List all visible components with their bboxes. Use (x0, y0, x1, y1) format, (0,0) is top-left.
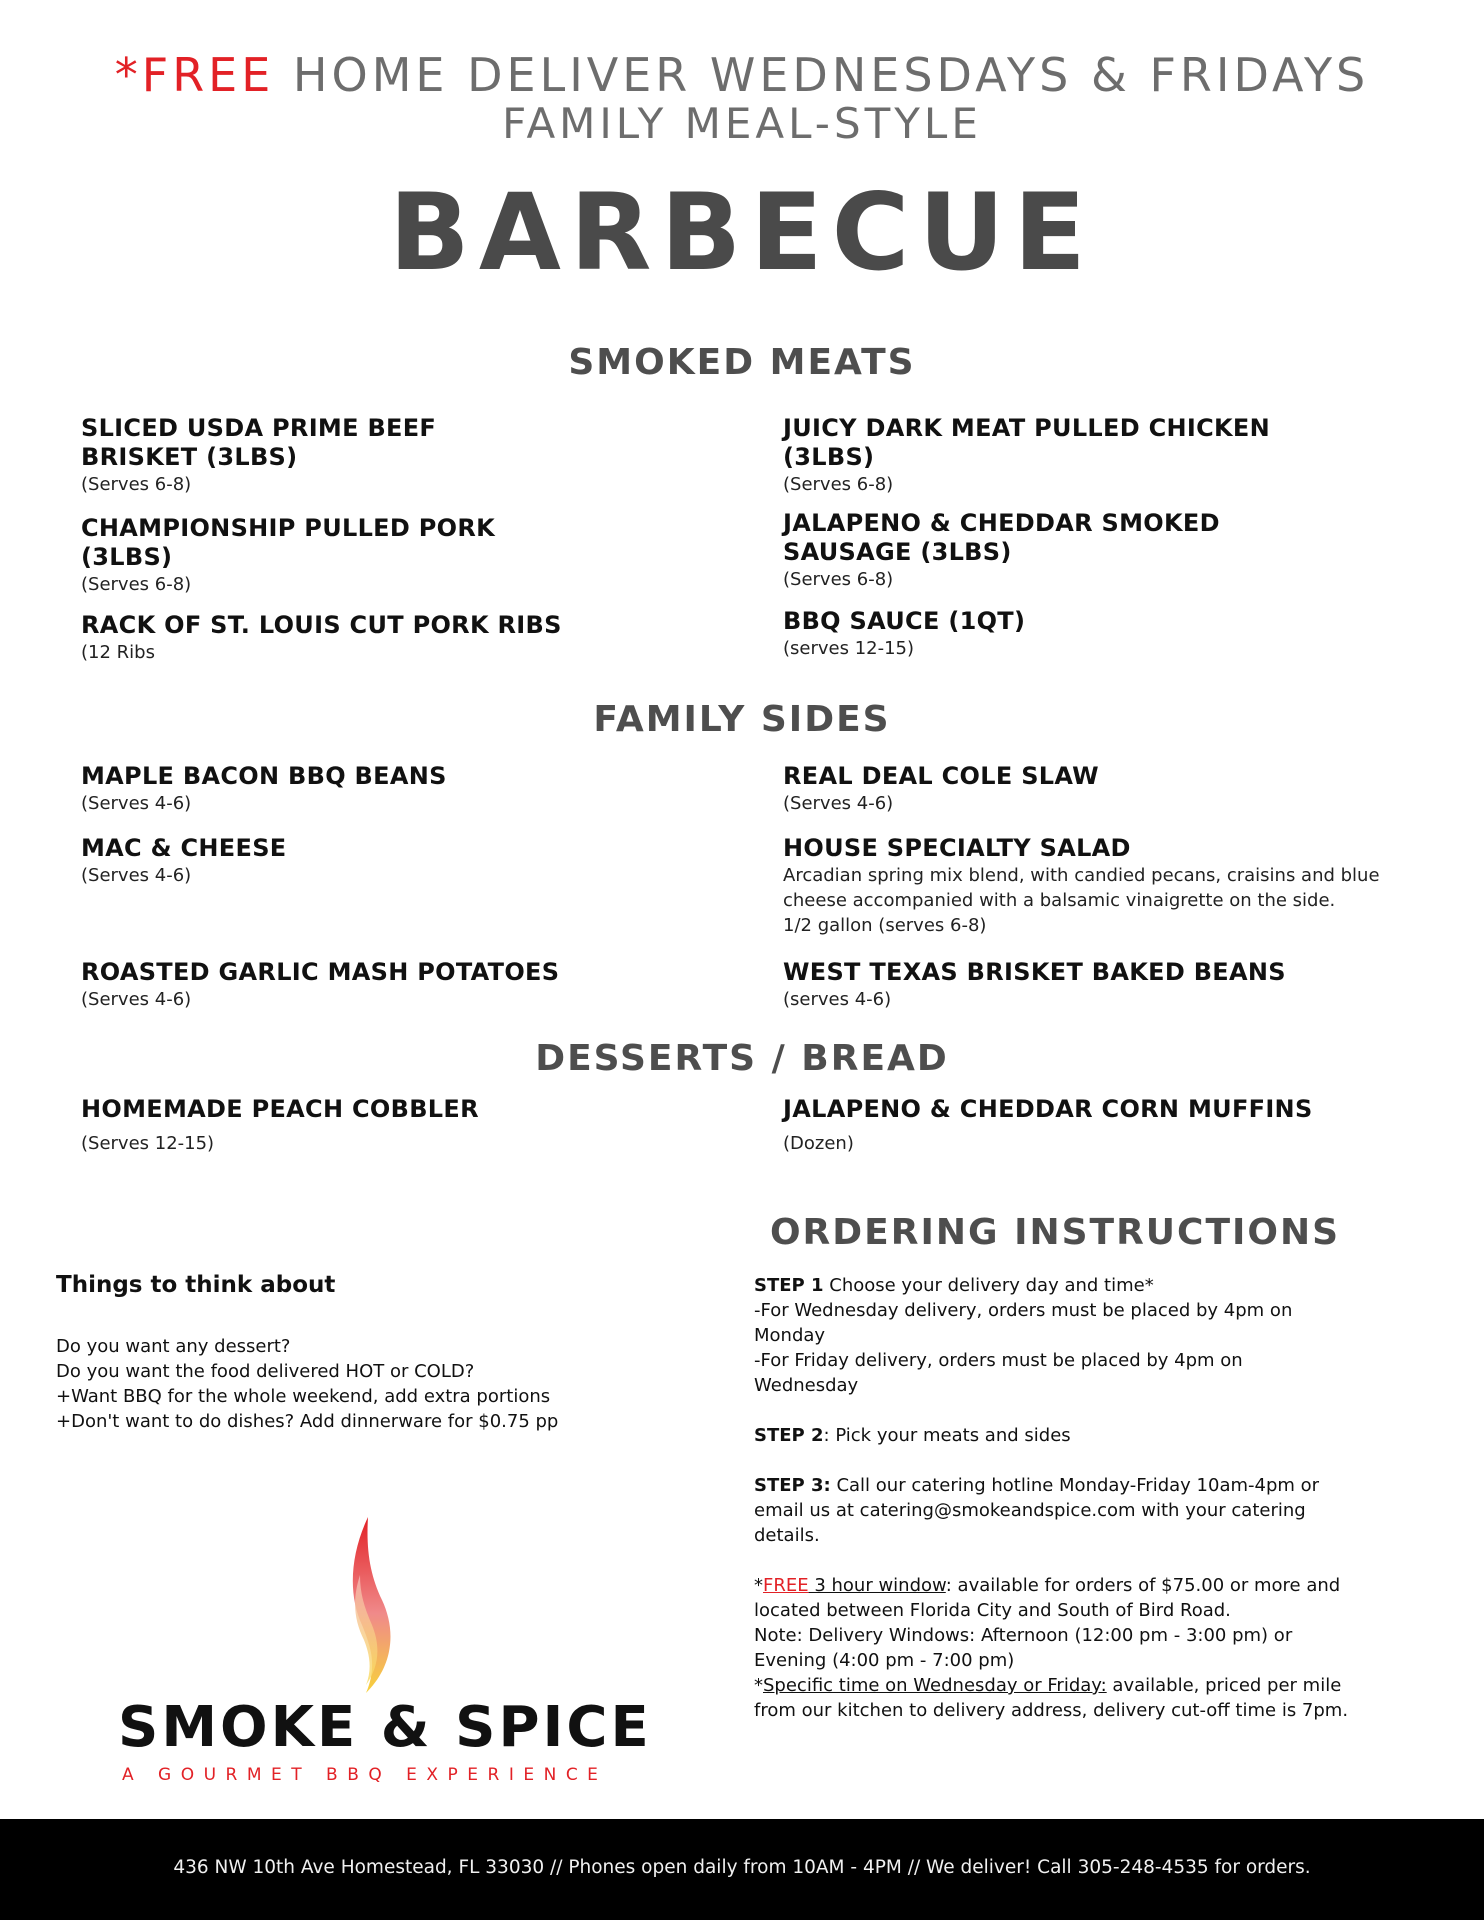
item-desc: (serves 12-15) (783, 638, 915, 659)
step-2-text: : Pick your meats and sides (823, 1425, 1071, 1446)
footer-bar (0, 1819, 1484, 1920)
menu-item (783, 958, 1343, 1012)
item-name: ROASTED GARLIC MASH POTATOES (81, 958, 560, 986)
footer-contact: 436 NW 10th Ave Homestead, FL 33030 // Phones open daily from 10AM - 4PM // We deliver! Call 305-248-4535 for orders. (173, 1857, 1311, 1878)
ordering-instructions (754, 1273, 1384, 1723)
step-3 (754, 1473, 1354, 1548)
item-name: BBQ SAUCE (1QT) (783, 607, 1026, 635)
menu-item (81, 762, 641, 816)
ordering-heading: ORDERING INSTRUCTIONS (769, 1212, 1341, 1253)
menu-item (81, 611, 641, 665)
item-name: RACK OF ST. LOUIS CUT PORK RIBS (81, 611, 562, 639)
item-name: REAL DEAL COLE SLAW (783, 762, 1099, 790)
step-1-wednesday: -For Wednesday delivery, orders must be placed by 4pm on Monday (754, 1300, 1293, 1346)
note-star: * (754, 1575, 763, 1596)
menu-item (783, 509, 1343, 592)
flame-icon (330, 1515, 400, 1695)
item-desc: (Serves 4-6) (783, 793, 894, 814)
think-list (56, 1334, 558, 1434)
logo-name: SMOKE & SPICE (118, 1695, 652, 1760)
item-name: MAC & CHEESE (81, 834, 287, 862)
item-desc: (Serves 6-8) (81, 574, 192, 595)
free-label: *FREE (114, 48, 275, 102)
menu-item (783, 414, 1343, 497)
section-heading-family-sides: FAMILY SIDES (593, 699, 891, 740)
think-line: +Want BBQ for the whole weekend, add extra portions (56, 1386, 551, 1407)
note-free: FREE (763, 1575, 809, 1596)
logo-tagline: A GOURMET BBQ EXPERIENCE (122, 1765, 608, 1785)
step-1 (754, 1273, 1384, 1398)
step-2 (754, 1423, 1384, 1448)
item-desc: Arcadian spring mix blend, with candied pecans, craisins and blue cheese accompanied with a balsamic vinaigrette on the side. (783, 865, 1380, 911)
item-desc: (Serves 4-6) (81, 989, 192, 1010)
item-name: MAPLE BACON BBQ BEANS (81, 762, 447, 790)
step-1-label: STEP 1 (754, 1275, 824, 1296)
promo-line (0, 48, 1484, 102)
step-2-label: STEP 2 (754, 1425, 824, 1446)
item-desc: (Serves 4-6) (81, 865, 192, 886)
item-name: JUICY DARK MEAT PULLED CHICKEN (3LBS) (783, 414, 1270, 471)
menu-item (783, 1095, 1343, 1156)
item-desc: (Serves 4-6) (81, 793, 192, 814)
subtitle: FAMILY MEAL-STYLE (502, 99, 982, 148)
menu-item (81, 958, 641, 1012)
item-desc: (12 Ribs (81, 642, 155, 663)
section-heading-desserts: DESSERTS / BREAD (535, 1038, 949, 1079)
menu-item (783, 762, 1343, 816)
item-name: CHAMPIONSHIP PULLED PORK (3LBS) (81, 514, 496, 571)
step-1-friday: -For Friday delivery, orders must be placed by 4pm on Wednesday (754, 1350, 1243, 1396)
think-line: Do you want the food delivered HOT or COLD? (56, 1361, 475, 1382)
item-desc-portion: 1/2 gallon (serves 6-8) (783, 915, 987, 936)
menu-item (783, 607, 1343, 661)
note-text: : available for orders of $75.00 or more and located between Florida City and South of Bird Road. (754, 1575, 1341, 1621)
item-name: HOUSE SPECIALTY SALAD (783, 834, 1131, 862)
item-name: JALAPENO & CHEDDAR CORN MUFFINS (783, 1095, 1313, 1123)
specific-label: Specific time on Wednesday or Friday: (763, 1675, 1107, 1696)
section-heading-smoked-meats: SMOKED MEATS (568, 342, 916, 383)
think-line: Do you want any dessert? (56, 1336, 291, 1357)
item-name: WEST TEXAS BRISKET BAKED BEANS (783, 958, 1286, 986)
item-desc: (Serves 6-8) (783, 569, 894, 590)
specific-text: available, priced per mile from our kitchen to delivery address, delivery cut-off time is 7pm. (754, 1675, 1349, 1721)
menu-item (81, 414, 641, 497)
delivery-windows-note: Note: Delivery Windows: Afternoon (12:00 pm - 3:00 pm) or Evening (4:00 pm - 7:00 pm) (754, 1625, 1293, 1671)
think-line: +Don't want to do dishes? Add dinnerware for $0.75 pp (56, 1411, 559, 1432)
item-name: JALAPENO & CHEDDAR SMOKED SAUSAGE (3LBS) (783, 509, 1220, 566)
menu-item (783, 834, 1423, 938)
item-desc: (Dozen) (783, 1133, 854, 1154)
item-desc: (serves 4-6) (783, 989, 892, 1010)
page-title: BARBECUE (389, 171, 1095, 294)
item-desc: (Serves 12-15) (81, 1133, 215, 1154)
specific-time-note (754, 1673, 1374, 1723)
free-window-note (754, 1573, 1374, 1623)
item-name: HOMEMADE PEACH COBBLER (81, 1095, 479, 1123)
step-3-text: Call our catering hotline Monday-Friday 10am-4pm or email us at catering@smokeandspice.com with your catering details. (754, 1475, 1320, 1546)
menu-item (81, 834, 641, 888)
promo-text: HOME DELIVER WEDNESDAYS & FRIDAYS (274, 48, 1370, 102)
item-desc: (Serves 6-8) (783, 474, 894, 495)
menu-item (81, 1095, 641, 1156)
brand-logo (110, 1515, 652, 1790)
specific-star: * (754, 1675, 763, 1696)
step-1-text: Choose your delivery day and time* (823, 1275, 1154, 1296)
item-name: SLICED USDA PRIME BEEF BRISKET (3LBS) (81, 414, 437, 471)
note-window: 3 hour window (808, 1575, 946, 1596)
think-heading: Things to think about (56, 1272, 336, 1298)
step-3-label: STEP 3: (754, 1475, 831, 1496)
item-desc: (Serves 6-8) (81, 474, 192, 495)
menu-item (81, 514, 641, 597)
